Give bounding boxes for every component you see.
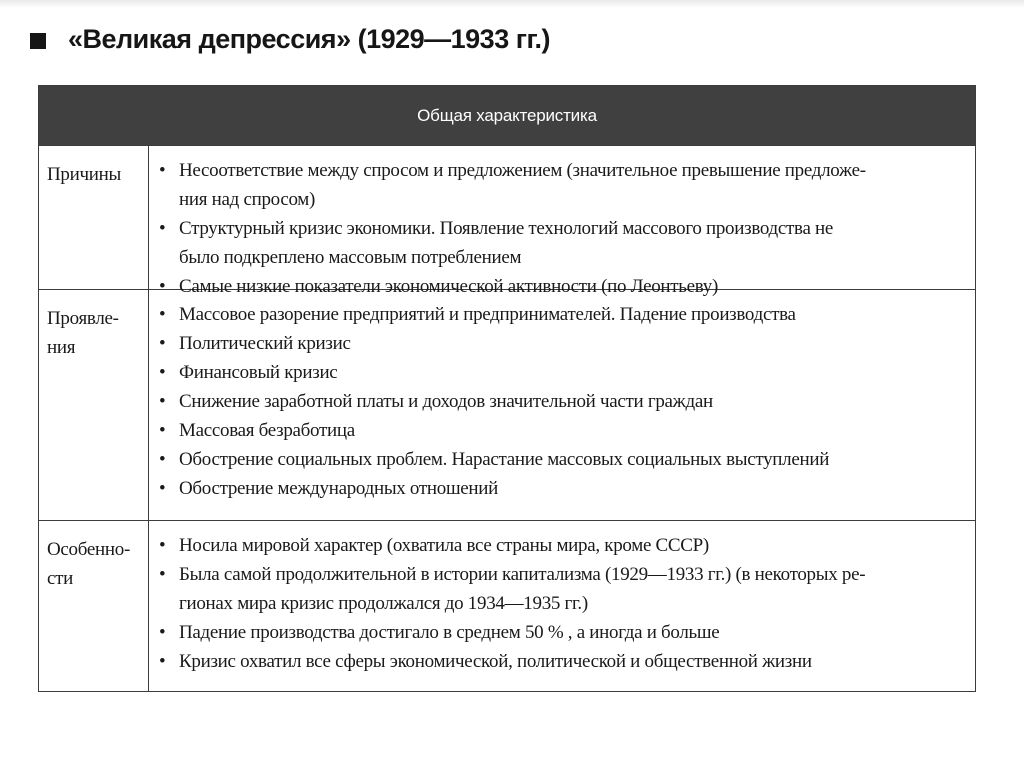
bullet-icon: •	[159, 218, 166, 239]
list-item	[159, 300, 965, 329]
list-item-text: Массовое разорение предприятий и предпринимателей. Падение производства	[179, 304, 796, 325]
table-row-features	[39, 520, 975, 691]
list-item-text: Носила мировой характер (охватила все страны мира, кроме СССР)	[179, 535, 709, 556]
bullet-icon: •	[159, 304, 166, 325]
list-item	[159, 531, 965, 560]
list-item-text: Финансовый кризис	[179, 362, 338, 383]
list-item-text: Обострение социальных проблем. Нарастание массовых социальных выступлений	[179, 449, 830, 470]
list-item	[159, 560, 965, 618]
list-item	[159, 329, 965, 358]
bullet-icon: •	[159, 362, 166, 383]
slide-title	[30, 24, 550, 55]
list-item	[159, 474, 965, 503]
bullet-icon: •	[159, 420, 166, 441]
list-item-text: Самые низкие показатели экономической активности (по Леонтьеву)	[179, 276, 719, 297]
row-items-manifestations	[149, 290, 975, 520]
list-item	[159, 358, 965, 387]
title-text: «Великая депрессия» (1929—1933 гг.)	[68, 24, 550, 54]
row-items-features	[149, 521, 975, 691]
list-item	[159, 272, 965, 301]
row-label-features: Особенно- сти	[39, 521, 149, 691]
list-item-text: Снижение заработной платы и доходов значительной части граждан	[179, 391, 713, 412]
list-item	[159, 214, 965, 272]
table-row-causes	[39, 145, 975, 297]
row-items-causes	[149, 146, 975, 297]
list-item	[159, 156, 965, 214]
list-item-text: Была самой продолжительной в истории капитализма (1929—1933 гг.) (в некоторых ре- гионах мира кризис продолжался до 1934—1935 гг.)	[179, 564, 866, 614]
list-item-text: Падение производства достигало в среднем 50 % , а иногда и больше	[179, 622, 720, 643]
row-label-causes: Причины	[39, 146, 149, 289]
bullet-icon: •	[159, 276, 166, 297]
bullet-icon: •	[159, 391, 166, 412]
list-item-text: Структурный кризис экономики. Появление технологий массового производства не было подкреплено массовым потреблением	[179, 218, 834, 268]
bullet-icon: •	[159, 333, 166, 354]
table-row-manifestations	[39, 289, 975, 520]
list-item-text: Массовая безработица	[179, 420, 355, 441]
list-item	[159, 647, 965, 676]
bullet-icon: •	[159, 564, 166, 585]
list-item-text: Обострение международных отношений	[179, 478, 499, 499]
bullet-icon: •	[159, 160, 166, 181]
bullet-icon: •	[159, 651, 166, 672]
list-item	[159, 387, 965, 416]
slide-top-edge	[0, 0, 1024, 8]
bullet-icon: •	[159, 449, 166, 470]
row-label-manifestations: Проявле- ния	[39, 290, 149, 520]
bullet-icon: •	[159, 622, 166, 643]
bullet-icon: •	[159, 478, 166, 499]
characteristics-table	[38, 85, 976, 692]
list-item-text: Несоответствие между спросом и предложением (значительное превышение предложе- ния над спросом)	[179, 160, 866, 210]
table-header: Общая характеристика	[39, 86, 975, 145]
list-item	[159, 618, 965, 647]
bullet-icon: •	[159, 535, 166, 556]
title-square-marker	[30, 33, 46, 49]
list-item	[159, 416, 965, 445]
list-item-text: Политический кризис	[179, 333, 351, 354]
list-item-text: Кризис охватил все сферы экономической, политической и общественной жизни	[179, 651, 812, 672]
list-item	[159, 445, 965, 474]
